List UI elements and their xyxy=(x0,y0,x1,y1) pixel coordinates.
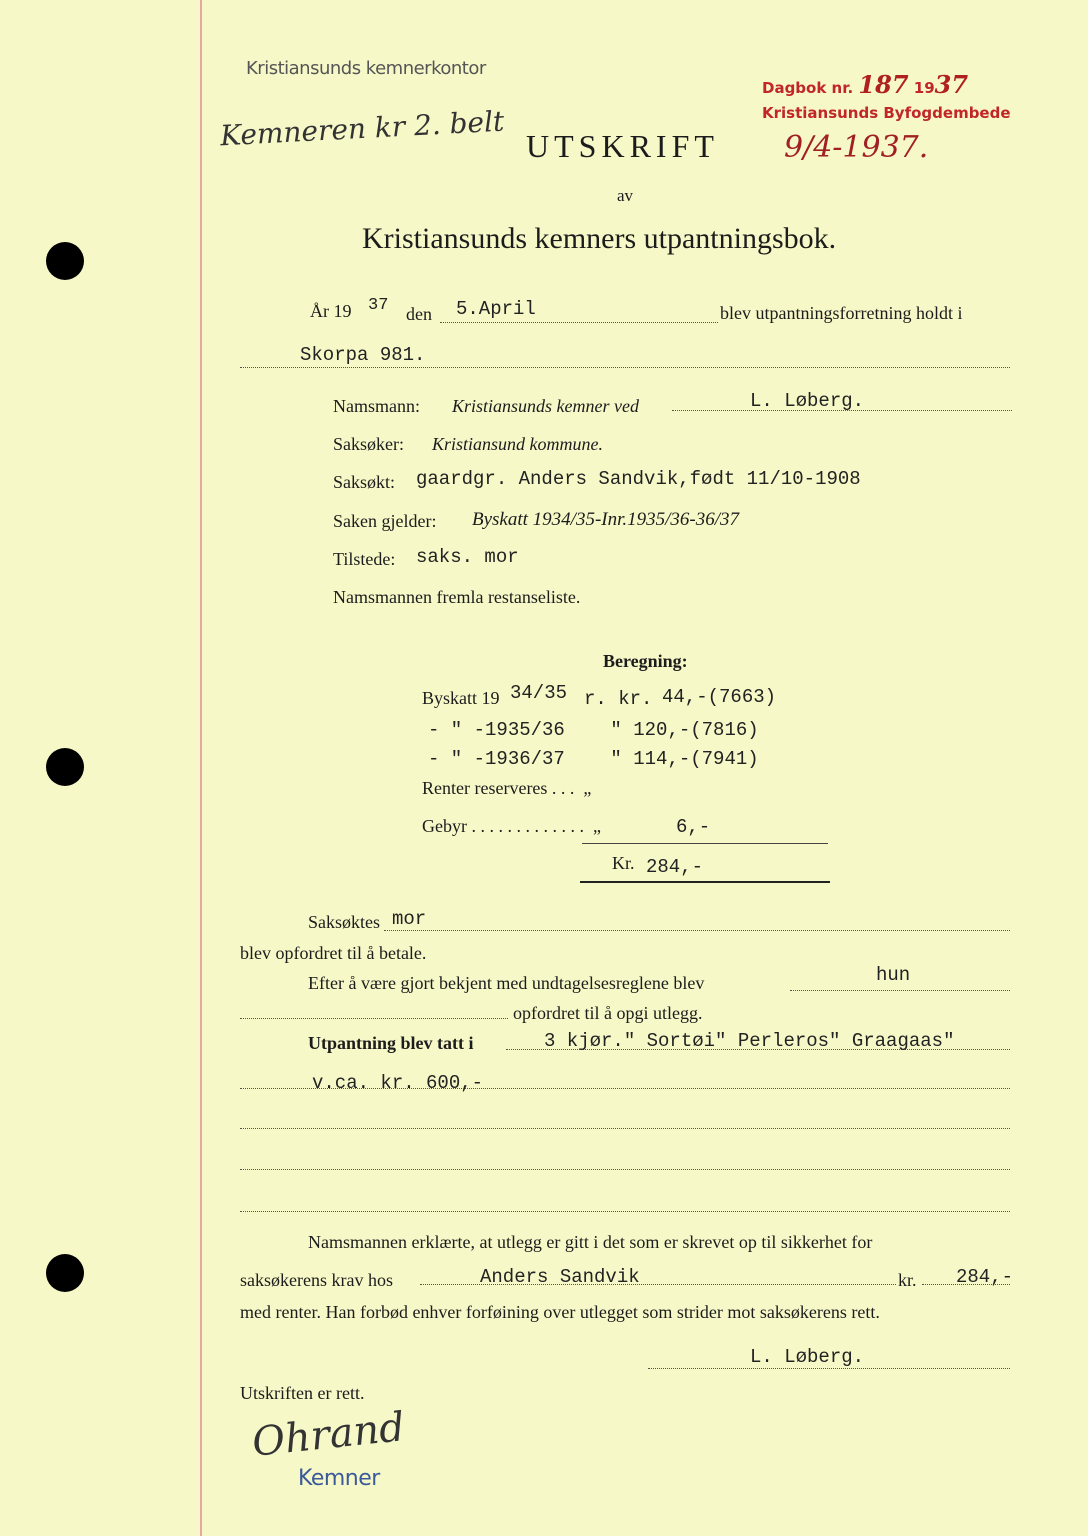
punch-hole xyxy=(46,748,84,786)
declaration-label: saksøkerens krav hos xyxy=(240,1270,393,1290)
saksoktes-value: mor xyxy=(392,908,427,930)
utpantning-label: Utpantning blev tatt i xyxy=(308,1033,474,1053)
opfordret-text: blev opfordret til å betale. xyxy=(240,943,427,963)
namsmann-name: L. Løberg. xyxy=(750,390,865,412)
saken-label: Saken gjelder: xyxy=(333,511,437,531)
declaration-line-1: Namsmannen erklærte, at utlegg er gitt i det som er skrevet op til sikkerhet for xyxy=(308,1232,873,1252)
hun-line xyxy=(790,990,1010,991)
dagbok-stamp: Dagbok nr. 187 1937 xyxy=(762,70,969,99)
blank-line-2 xyxy=(240,1128,1010,1129)
rett-text: Utskriften er rett. xyxy=(240,1383,365,1403)
document-title: UTSKRIFT xyxy=(526,128,719,164)
saken-value: Byskatt 1934/35-Inr.1935/36-36/37 xyxy=(472,509,740,530)
date-line xyxy=(440,322,718,323)
date-value: 5.April xyxy=(456,298,536,320)
namsmann-label: Namsmann: xyxy=(333,396,420,416)
blank-line-4 xyxy=(240,1211,1010,1212)
row3: - " -1936/37 " 114,-(7941) xyxy=(428,748,759,770)
year-label: År 19 xyxy=(310,301,352,321)
opgi-text: opfordret til å opgi utlegg. xyxy=(513,1003,703,1023)
gebyr-amount: 6,- xyxy=(676,816,711,838)
tilstede-value: saks. mor xyxy=(416,546,519,568)
debtor-name: Anders Sandvik xyxy=(480,1266,640,1288)
court-stamp: Kristiansunds Byfogdembede xyxy=(762,104,1011,122)
margin-line xyxy=(200,0,202,1536)
efter-text: Efter å være gjort bekjent med undtagelsesreglene blev xyxy=(308,973,705,993)
value-line: v.ca. kr. 600,- xyxy=(312,1072,484,1094)
kemner-stamp: Kemner xyxy=(298,1466,380,1491)
kemner-signature: Ohrand xyxy=(250,1404,407,1466)
year-value: 37 xyxy=(368,296,389,315)
sum-line xyxy=(582,843,828,844)
signature-line xyxy=(648,1368,1010,1369)
blank-line-3 xyxy=(240,1169,1010,1170)
punch-hole xyxy=(46,242,84,280)
total-underline xyxy=(580,881,830,883)
gebyr-label: Gebyr . . . . . . . . . . . . . „ xyxy=(422,816,601,836)
place-value: Skorpa 981. xyxy=(300,344,426,366)
handwritten-note: Kemneren kr 2. belt xyxy=(219,104,506,153)
place-line xyxy=(240,367,1010,368)
kr-label: kr. xyxy=(898,1270,917,1290)
row1-label: Byskatt 19 xyxy=(422,688,500,708)
renter-text: Renter reserveres . . . „ xyxy=(422,778,592,798)
namsmann-printed: Kristiansunds kemner ved xyxy=(452,396,639,416)
saksokt-value: gaardgr. Anders Sandvik,født 11/10-1908 xyxy=(416,468,861,490)
saksoker-label: Saksøker: xyxy=(333,434,404,454)
utpantning-value: 3 kjør." Sortøi" Perleros" Graagaas" xyxy=(544,1030,955,1052)
declaration-line-3: med renter. Han forbød enhver forføining over utlegget som strider mot saksøkerens rett. xyxy=(240,1302,880,1322)
row2: - " -1935/36 " 120,-(7816) xyxy=(428,719,759,741)
hun-value: hun xyxy=(876,964,911,986)
book-title: Kristiansunds kemners utpantningsbok. xyxy=(362,222,837,255)
opgi-line xyxy=(240,1018,508,1019)
den-label: den xyxy=(406,304,432,324)
total-label: Kr. xyxy=(612,853,635,873)
restanse-text: Namsmannen fremla restanseliste. xyxy=(333,587,581,607)
av-text: av xyxy=(617,186,634,205)
saksoker-value: Kristiansund kommune. xyxy=(432,434,603,454)
total-amount: 284,- xyxy=(646,856,704,878)
held-text: blev utpantningsforretning holdt i xyxy=(720,303,963,323)
tilstede-label: Tilstede: xyxy=(333,549,396,569)
handwritten-date: 9/4-1937. xyxy=(784,130,929,165)
beregning-heading: Beregning: xyxy=(603,651,688,671)
saksokt-label: Saksøkt: xyxy=(333,472,396,492)
punch-hole xyxy=(46,1254,84,1292)
row1-year: 34/35 xyxy=(510,682,568,704)
office-stamp: Kristiansunds kemnerkontor xyxy=(246,58,486,79)
namsmann-signature: L. Løberg. xyxy=(750,1346,865,1368)
saksoktes-label: Saksøktes xyxy=(308,912,380,932)
declaration-amount: 284,- xyxy=(956,1266,1014,1288)
blank-line-1 xyxy=(240,1088,1010,1089)
row1-mid: r. kr. xyxy=(584,688,653,710)
saksoktes-line xyxy=(384,930,1010,931)
row1-amount: 44,-(7663) xyxy=(662,686,777,708)
